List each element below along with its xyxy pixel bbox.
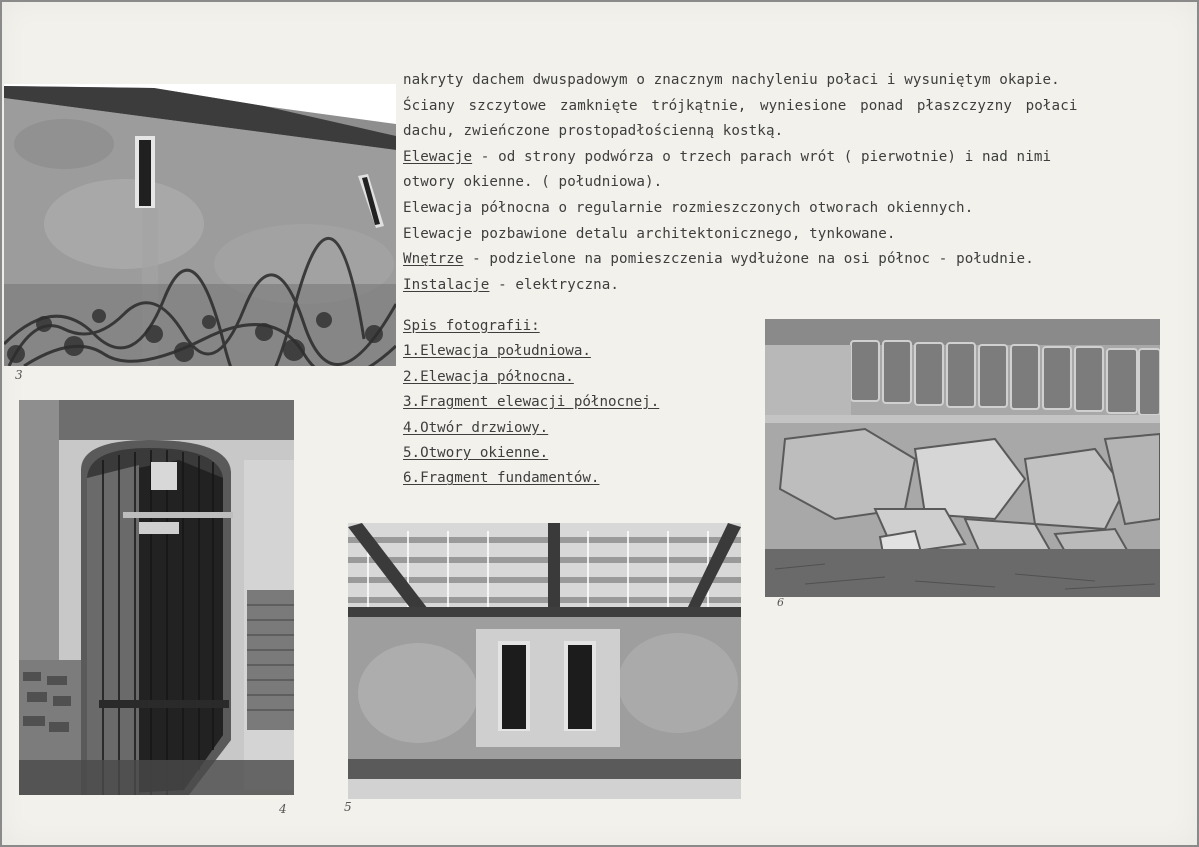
heading-elewacje: Elewacje	[403, 148, 473, 165]
photo-number-3: 3	[15, 368, 23, 382]
description-text	[403, 68, 1193, 298]
description-line-9: Instalacje - elektryczna.	[403, 276, 620, 293]
description-line-6: Elewacja północna o regularnie rozmieszczonych otworach okiennych.	[403, 199, 974, 216]
photo-number-6: 6	[777, 596, 784, 609]
description-line-4: Elewacje - od strony podwórza o trzech parach wrót ( pierwotnie) i nad nimi	[403, 148, 1052, 165]
photo-list-item: 1.Elewacja południowa.	[403, 343, 591, 360]
photo-door-opening	[19, 400, 294, 795]
document-page	[2, 2, 1197, 845]
photo-list-item: 3.Fragment elewacji północnej.	[403, 394, 660, 411]
photo-number-5: 5	[344, 800, 352, 814]
photo-list-item: 4.Otwór drzwiowy.	[403, 419, 549, 436]
photo-list-title: Spis fotografii:	[403, 318, 540, 334]
photo-list	[403, 314, 659, 492]
photo-list-item: 6.Fragment fundamentów.	[403, 470, 600, 487]
description-line-2: Ściany szczytowe zamknięte trójkątnie, wyniesione ponad płaszczyzny połaci	[403, 97, 1078, 114]
description-line-3: dachu, zwieńczone prostopadłościenną kostką.	[403, 123, 784, 140]
photo-window-openings	[348, 523, 741, 799]
photo-list-item: 5.Otwory okienne.	[403, 445, 549, 462]
photo-north-wall-fragment	[4, 84, 396, 366]
description-line-1: nakryty dachem dwuspadowym o znacznym nachyleniu połaci i wysuniętym okapie.	[403, 72, 1060, 88]
heading-instalacje: Instalacje	[403, 276, 490, 293]
photo-number-4: 4	[279, 802, 287, 816]
description-line-7: Elewacje pozbawione detalu architektonicznego, tynkowane.	[403, 225, 896, 242]
description-line-5: otwory okienne. ( południowa).	[403, 174, 663, 191]
photo-foundation-fragment	[765, 319, 1160, 597]
description-line-8: Wnętrze - podzielone na pomieszczenia wydłużone na osi północ - południe.	[403, 251, 1034, 268]
heading-wnetrze: Wnętrze	[403, 251, 464, 268]
photo-list-item: 2.Elewacja północna.	[403, 368, 574, 385]
